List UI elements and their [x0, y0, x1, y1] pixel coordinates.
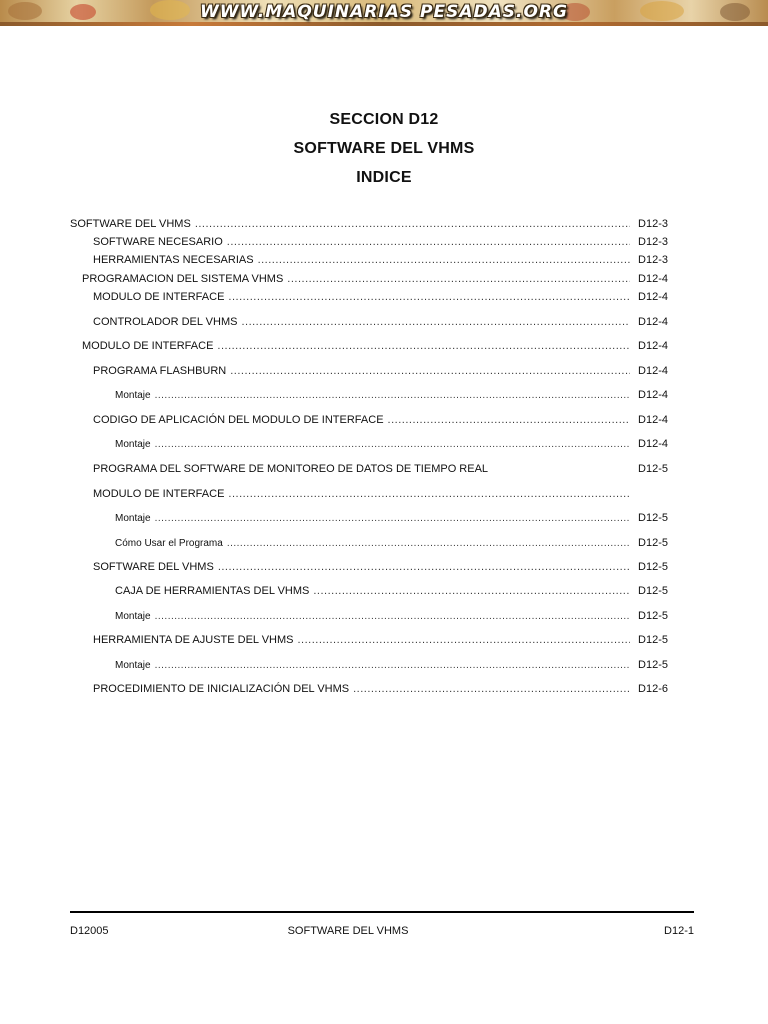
toc-entry[interactable]: SOFTWARE DEL VHMS ..... D12-3 [70, 218, 668, 234]
toc-entry[interactable]: Montaje ..... D12-5 [70, 610, 668, 626]
toc-entry[interactable]: CONTROLADOR DEL VHMS ..... D12-4 [70, 316, 668, 332]
toc-entry[interactable]: SOFTWARE DEL VHMS ..... D12-5 [70, 561, 668, 577]
footer-doc-code: D12005 [70, 925, 109, 937]
toc-entry[interactable]: PROGRAMACION DEL SISTEMA VHMS ..... D12-4 [70, 273, 668, 289]
toc-entry[interactable]: PROGRAMA DEL SOFTWARE DE MONITOREO DE DATOS DE TIEMPO REAL D12-5 [93, 463, 668, 475]
toc-entry[interactable]: PROGRAMA FLASHBURN ..... D12-4 [70, 365, 668, 381]
toc-entry[interactable]: Cómo Usar el Programa ..... D12-5 [70, 537, 668, 553]
toc-entry[interactable]: Montaje ..... D12-4 [70, 389, 668, 405]
toc-entry[interactable]: CODIGO DE APLICACIÓN DEL MODULO DE INTERFACE ..... D12-4 [70, 414, 668, 430]
footer-title: SOFTWARE DEL VHMS [287, 925, 409, 937]
section-title: SECCION D12 [329, 111, 439, 128]
toc-entry[interactable]: Montaje ..... D12-5 [70, 659, 668, 675]
toc-entry[interactable]: MODULO DE INTERFACE ..... [70, 488, 668, 504]
toc-entry[interactable]: SOFTWARE NECESARIO ..... D12-3 [70, 236, 668, 252]
subject-title: SOFTWARE DEL VHMS [293, 140, 475, 157]
toc-entry[interactable]: HERRAMIENTA DE AJUSTE DEL VHMS ..... D12-5 [70, 634, 668, 650]
banner-logo-text: WWW.MAQUINARIAS PESADAS.ORG [200, 2, 568, 22]
site-banner [0, 0, 768, 26]
toc-entry[interactable]: CAJA DE HERRAMIENTAS DEL VHMS ..... D12-5 [70, 585, 668, 601]
footer-page-number: D12-1 [664, 925, 694, 937]
toc-entry[interactable]: PROCEDIMIENTO DE INICIALIZACIÓN DEL VHMS ..... D12-6 [70, 683, 668, 699]
footer-divider [70, 911, 694, 913]
document-header [0, 108, 768, 195]
toc-entry[interactable]: MODULO DE INTERFACE ..... D12-4 [70, 291, 668, 307]
toc-entry[interactable]: HERRAMIENTAS NECESARIAS ..... D12-3 [70, 254, 668, 270]
toc-entry[interactable]: Montaje ..... D12-5 [70, 512, 668, 528]
toc-entry[interactable]: MODULO DE INTERFACE ..... D12-4 [70, 340, 668, 356]
index-title: INDICE [356, 169, 412, 186]
toc-entry[interactable]: Montaje ..... D12-4 [70, 438, 668, 454]
